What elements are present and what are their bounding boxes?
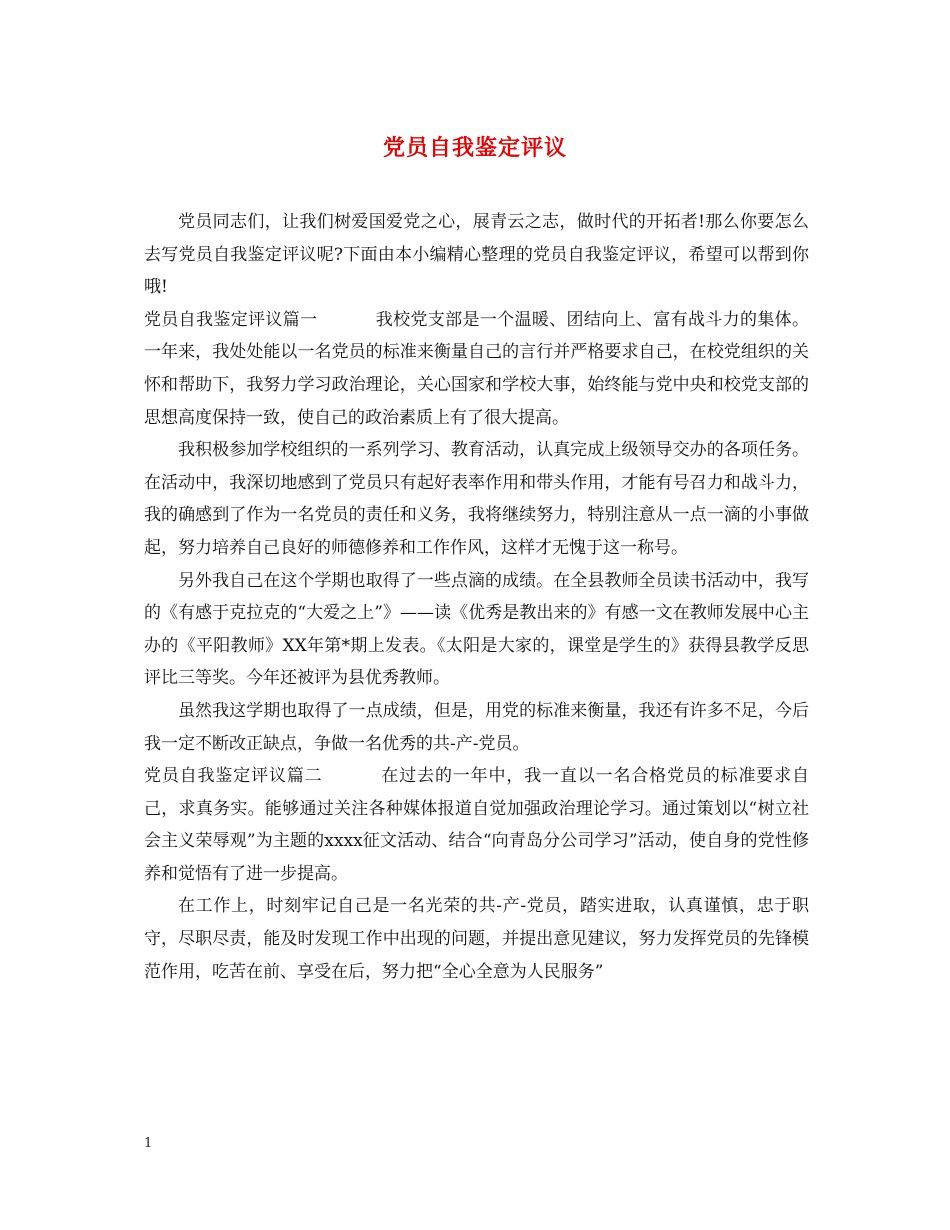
page-number: 1 xyxy=(144,1136,153,1151)
paragraph-intro xyxy=(144,206,809,304)
document-body xyxy=(144,206,809,988)
paragraph-text: 在工作上，时刻牢记自己是一名光荣的共-产-党员，踏实进取，认真谨慎，忠于职守，尽职尽责，能及时发现工作中出现的问题，并提出意见建议，努力发挥党员的先锋模范作用，吃苦在前、享受在后，努力把“全心全意为人民服务” xyxy=(144,896,809,982)
paragraph-achievements xyxy=(144,565,809,695)
paragraph-shortcomings xyxy=(144,695,809,760)
paragraph-text: 党员同志们，让我们树爱国爱党之心，展青云之志，做时代的开拓者!那么你要怎么去写党员自我鉴定评议呢?下面由本小编精心整理的党员自我鉴定评议，希望可以帮到你哦! xyxy=(144,212,809,298)
paragraph-text: 我校党支部是一个温暖、团结向上、富有战斗力的集体。一年来，我处处能以一名党员的标准来衡量自己的言行并严格要求自己，在校党组织的关怀和帮助下，我努力学习政治理论，关心国家和学校大事，始终能与党中央和校党支部的思想高度保持一致，使自己的政治素质上有了很大提高。 xyxy=(144,309,810,428)
paragraph-activities xyxy=(144,434,809,564)
section-heading: 党员自我鉴定评议篇二 xyxy=(144,766,323,787)
paragraph-text: 我积极参加学校组织的一系列学习、教育活动，认真完成上级领导交办的各项任务。在活动中，我深切地感到了党员只有起好表率作用和带头作用，才能有号召力和战斗力，我的确感到了作为一名党员的责任和义务，我将继续努力，特别注意从一点一滴的小事做起，努力培养自己良好的师德修养和工作作风，这样才无愧于这一称号。 xyxy=(144,440,809,558)
paragraph-text: 在过去的一年中，我一直以一名合格党员的标准要求自己，求真务实。能够通过关注各种媒体报道自觉加强政治理论学习。通过策划以“树立社会主义荣辱观”为主题的xxxx征文活动、结合“向青岛分公司学习”活动，使自身的党性修养和觉悟有了进一步提高。 xyxy=(144,766,810,884)
paragraph-text: 虽然我这学期也取得了一点成绩，但是，用党的标准来衡量，我还有许多不足，今后我一定不断改正缺点，争做一名优秀的共-产-党员。 xyxy=(144,700,809,754)
paragraph-text: 另外我自己在这个学期也取得了一些点滴的成绩。在全县教师全员读书活动中，我写的《有感于克拉克的“大爱之上”》——读《优秀是教出来的》有感一文在教师发展中心主办的《平阳教师》XX年第*期上发表。《太阳是大家的，课堂是学生的》获得县教学反思评比三等奖。今年还被评为县优秀教师。 xyxy=(144,570,809,689)
document-title: 党员自我鉴定评议 xyxy=(382,135,567,161)
section-heading: 党员自我鉴定评议篇一 xyxy=(144,309,318,330)
paragraph-section-one xyxy=(144,304,809,434)
paragraph-work xyxy=(144,890,809,988)
paragraph-section-two xyxy=(144,760,809,890)
